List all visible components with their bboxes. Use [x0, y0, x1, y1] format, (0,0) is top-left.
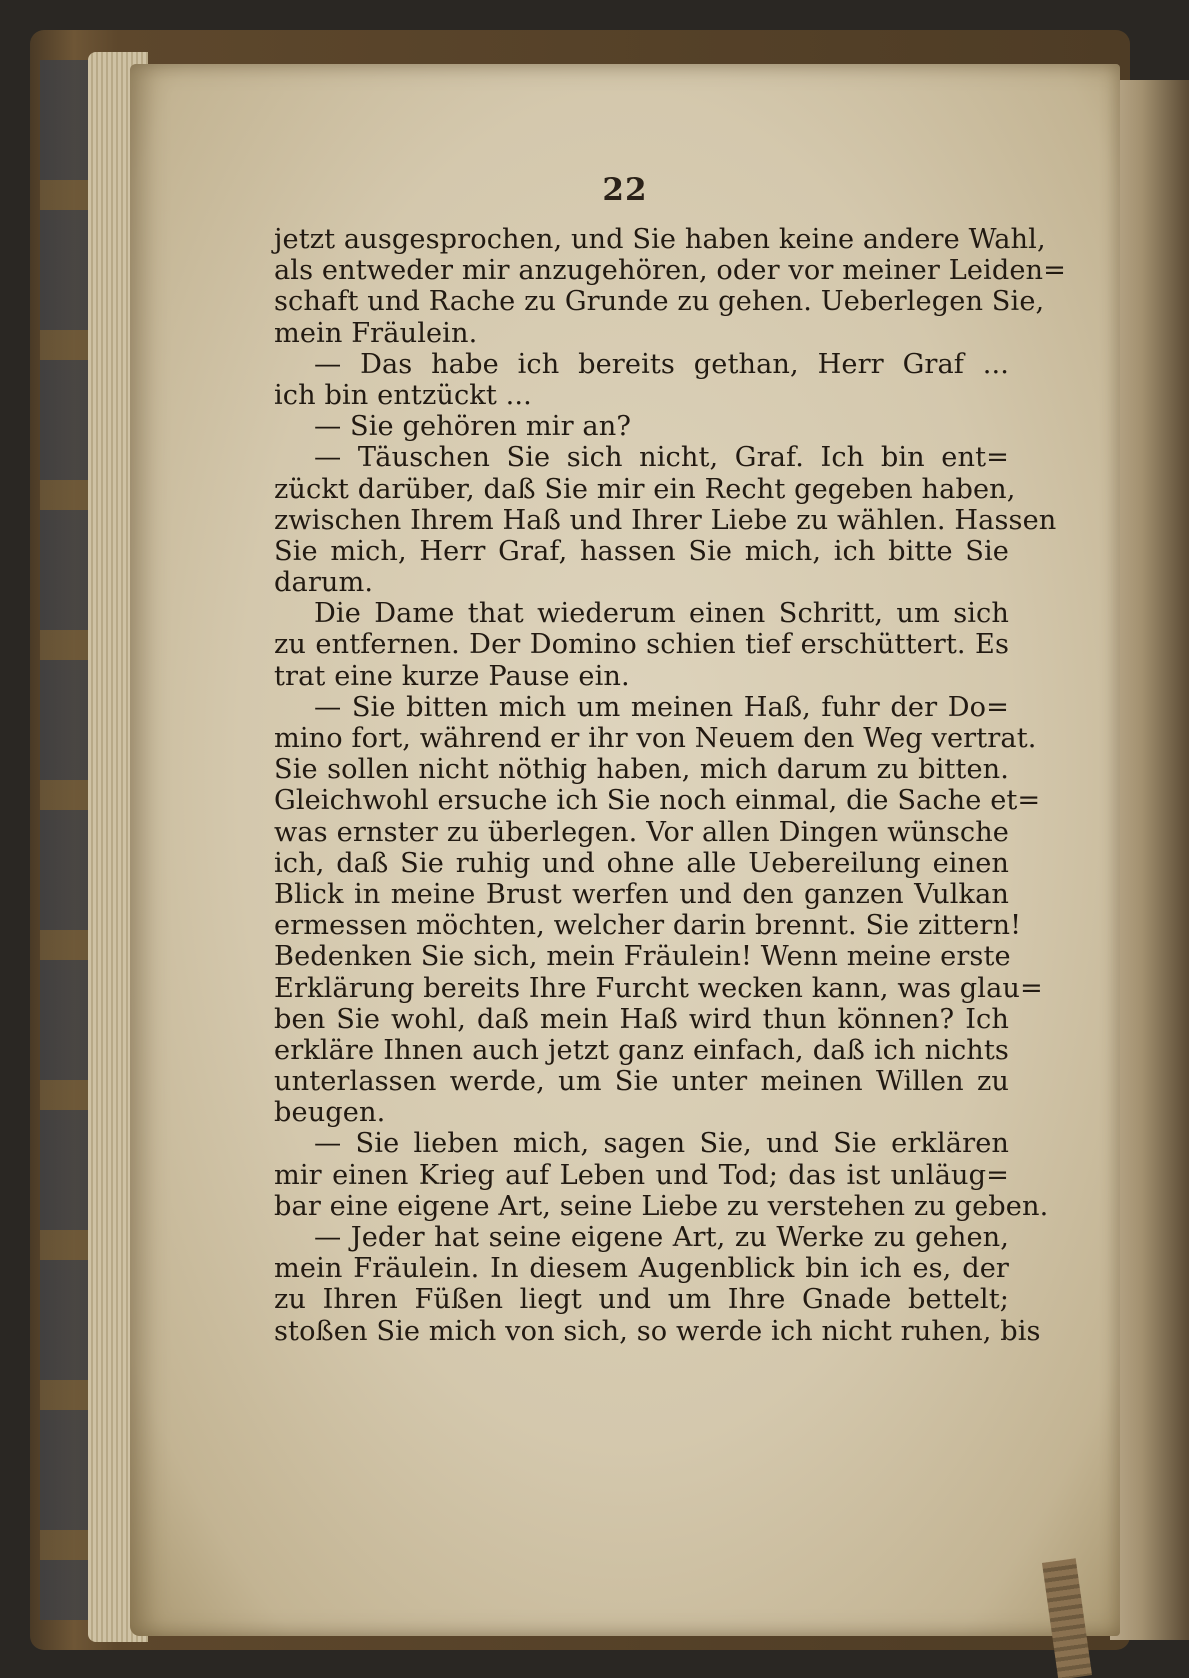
text-line: ich bin entzückt ...: [274, 379, 532, 411]
text-line: Sie mich, Herr Graf, hassen Sie mich, ich bitte Sie: [274, 535, 1009, 567]
text-line: unterlassen werde, um Sie unter meinen Willen zu: [274, 1066, 1009, 1098]
text-line: zwischen Ihrem Haß und Ihrer Liebe zu wählen. Hassen: [274, 504, 1057, 536]
text-line: mino fort, während er ihr von Neuem den Weg vertrat.: [274, 723, 1037, 754]
text-line: zu entfernen. Der Domino schien tief erschüttert. Es: [274, 629, 1009, 661]
text-line: erkläre Ihnen auch jetzt ganz einfach, daß ich nichts: [274, 1034, 1009, 1066]
text-line: — Das habe ich bereits gethan, Herr Graf ...: [314, 348, 1009, 380]
text-line: beugen.: [274, 1097, 386, 1129]
page-text: [274, 224, 1067, 1347]
text-line: mein Fräulein.: [274, 317, 478, 349]
text-line: mein Fräulein. In diesem Augenblick bin ich es, der: [274, 1253, 1009, 1285]
text-line: — Sie bitten mich um meinen Haß, fuhr der Do=: [314, 691, 1009, 723]
text-line: bar eine eigene Art, seine Liebe zu verstehen zu geben.: [274, 1190, 1049, 1222]
text-line: schaft und Rache zu Grunde zu gehen. Ueberlegen Sie,: [274, 286, 1045, 318]
text-line: ich, daß Sie ruhig und ohne alle Uebereilung einen: [274, 847, 1009, 879]
facing-page-edge: [1110, 80, 1189, 1640]
text-line: was ernster zu überlegen. Vor allen Dingen wünsche: [274, 816, 1009, 848]
text-line: — Sie gehören mir an?: [314, 411, 631, 443]
text-line: ermessen möchten, welcher darin brennt. Sie zittern!: [274, 910, 1022, 942]
book-page: [130, 64, 1120, 1636]
text-line: Die Dame that wiederum einen Schritt, um sich: [314, 598, 1009, 630]
text-line: darum.: [274, 567, 374, 599]
page-number: 22: [602, 172, 648, 208]
text-line: zückt darüber, daß Sie mir ein Recht gegeben haben,: [274, 473, 1016, 505]
text-line: ben Sie wohl, daß mein Haß wird thun können? Ich: [274, 1003, 1009, 1035]
text-line: — Sie lieben mich, sagen Sie, und Sie erklären: [314, 1128, 1009, 1160]
text-line: Erklärung bereits Ihre Furcht wecken kann, was glau=: [274, 972, 1043, 1004]
text-line: jetzt ausgesprochen, und Sie haben keine andere Wahl,: [274, 224, 1046, 255]
text-line: Sie sollen nicht nöthig haben, mich darum zu bitten.: [274, 754, 1009, 786]
text-line: Gleichwohl ersuche ich Sie noch einmal, die Sache et=: [274, 785, 1041, 817]
text-line: Blick in meine Brust werfen und den ganzen Vulkan: [274, 878, 1009, 910]
text-line: zu Ihren Füßen liegt und um Ihre Gnade bettelt;: [274, 1284, 1009, 1316]
text-line: mir einen Krieg auf Leben und Tod; das ist unläug=: [274, 1159, 1009, 1191]
text-line: stoßen Sie mich von sich, so werde ich nicht ruhen, bis: [274, 1315, 1041, 1347]
text-line: — Täuschen Sie sich nicht, Graf. Ich bin ent=: [314, 442, 1009, 474]
text-line: als entweder mir anzugehören, oder vor meiner Leiden=: [274, 255, 1067, 287]
text-line: trat eine kurze Pause ein.: [274, 660, 630, 692]
text-line: Bedenken Sie sich, mein Fräulein! Wenn meine erste: [274, 941, 1011, 973]
text-line: — Jeder hat seine eigene Art, zu Werke zu gehen,: [314, 1222, 1009, 1253]
